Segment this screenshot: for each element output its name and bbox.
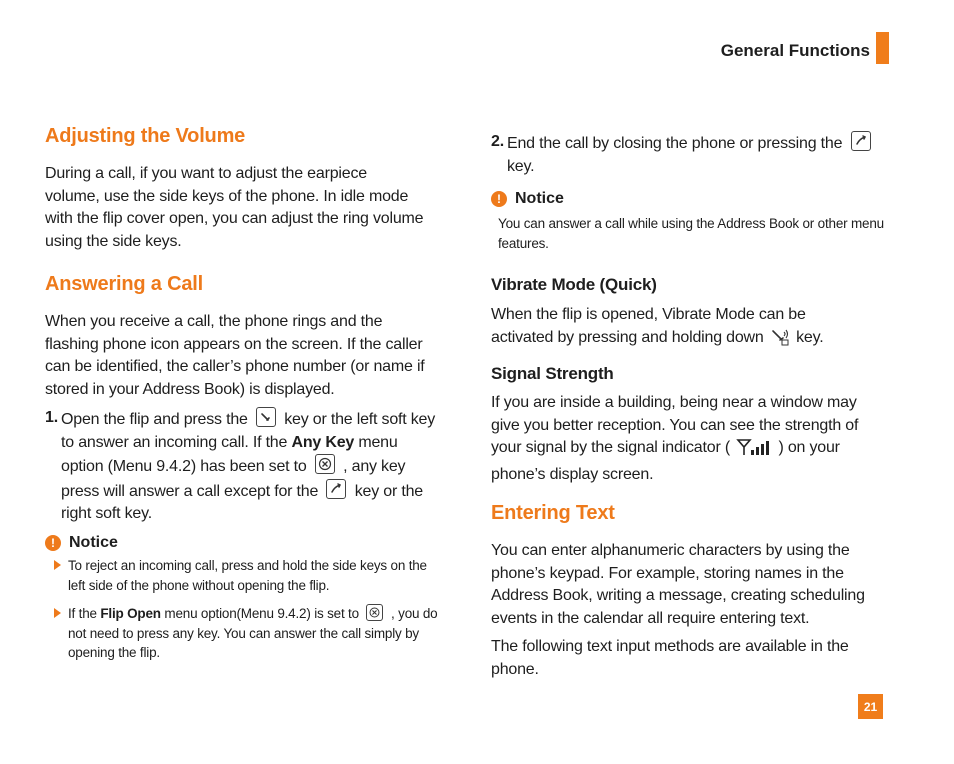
notice-item-2-mid: menu option(Menu 9.4.2) is set to	[164, 606, 359, 621]
step2-text-2: key.	[507, 157, 535, 175]
step1-text-3: menu option (Menu 9.4.2) has been set to	[61, 433, 398, 476]
notice-left-header	[45, 534, 118, 552]
answer-step-2	[491, 131, 887, 178]
clear-key-icon	[315, 454, 335, 474]
heading-entering-text: Entering Text	[491, 502, 615, 524]
vibrate-key-icon	[770, 328, 790, 354]
vibrate-text-1: When the flip is opened, Vibrate Mode can be activated by pressing and holding down	[491, 306, 806, 346]
flip-open-label: Flip Open	[100, 606, 161, 621]
heading-signal-strength: Signal Strength	[491, 364, 614, 383]
signal-text-2: ) on your phone’s display screen.	[491, 439, 840, 483]
vibrate-text-2: key.	[796, 328, 824, 346]
send-key-icon	[256, 407, 276, 427]
volume-body: During a call, if you want to adjust the earpiece volume, use the side keys of the phone. In idle mode with the flip cover open, you can adjust the ring volume using the side keys.	[45, 165, 424, 250]
answering-body: When you receive a call, the phone rings and the flashing phone icon appears on the screen. If the caller can be identified, the caller’s phone number (or name if stored in your Address Book) is displayed.	[45, 313, 425, 398]
bullet-triangle-icon	[54, 560, 61, 570]
step1-text-5: key or the right soft key.	[61, 482, 423, 523]
step1-text-2: key or the left soft key to answer an incoming call. If the	[61, 411, 436, 451]
any-key-label: Any Key	[291, 433, 355, 451]
vibrate-body	[491, 304, 861, 353]
signal-text-1: If you are inside a building, being near a window may give you better reception. You can see the strength of your signal by the signal indicator (	[491, 394, 859, 457]
notice-item-1	[68, 556, 428, 595]
answer-step-1	[45, 407, 443, 526]
notice-title: Notice	[515, 190, 564, 207]
step-number: 2.	[491, 133, 504, 150]
bullet-triangle-icon	[54, 608, 61, 618]
header-accent-bar	[876, 32, 889, 64]
signal-indicator-icon	[736, 438, 772, 464]
entering-body-2: The following text input methods are available in the phone.	[491, 638, 849, 678]
notice-item-2	[68, 604, 438, 663]
entering-body-1: You can enter alphanumeric characters by using the phone’s keypad. For example, storing names in the Address Book, writing a message, creating scheduling events in the calendar all require entering text.	[491, 542, 865, 627]
notice-right-header	[491, 190, 564, 208]
heading-answering-call: Answering a Call	[45, 273, 203, 295]
step-number: 1.	[45, 409, 58, 426]
notice-icon: !	[45, 535, 61, 551]
end-key-icon	[326, 479, 346, 499]
step1-text-1: Open the flip and press the	[61, 411, 248, 428]
signal-body	[491, 392, 883, 486]
notice-icon: !	[491, 191, 507, 207]
heading-vibrate-mode: Vibrate Mode (Quick)	[491, 275, 657, 294]
heading-adjusting-volume: Adjusting the Volume	[45, 125, 246, 147]
notice-title: Notice	[69, 534, 118, 551]
end-key-icon	[851, 131, 871, 151]
notice-item-1-text: To reject an incoming call, press and hold the side keys on the left side of the phone without opening the flip.	[68, 558, 427, 593]
step2-text-1: End the call by closing the phone or pressing the	[507, 135, 843, 152]
clear-key-icon	[366, 604, 383, 621]
section-title: General Functions	[720, 41, 870, 60]
notice-item-2-pre: If the	[68, 606, 97, 621]
step1-text-4: , any key press will answer a call except for the	[61, 458, 406, 500]
notice-right-text: You can answer a call while using the Address Book or other menu features.	[498, 216, 884, 251]
notice-item-2-post: , you do not need to press any key. You can answer the call simply by opening the flip.	[68, 606, 438, 660]
page-number: 21	[858, 694, 883, 719]
